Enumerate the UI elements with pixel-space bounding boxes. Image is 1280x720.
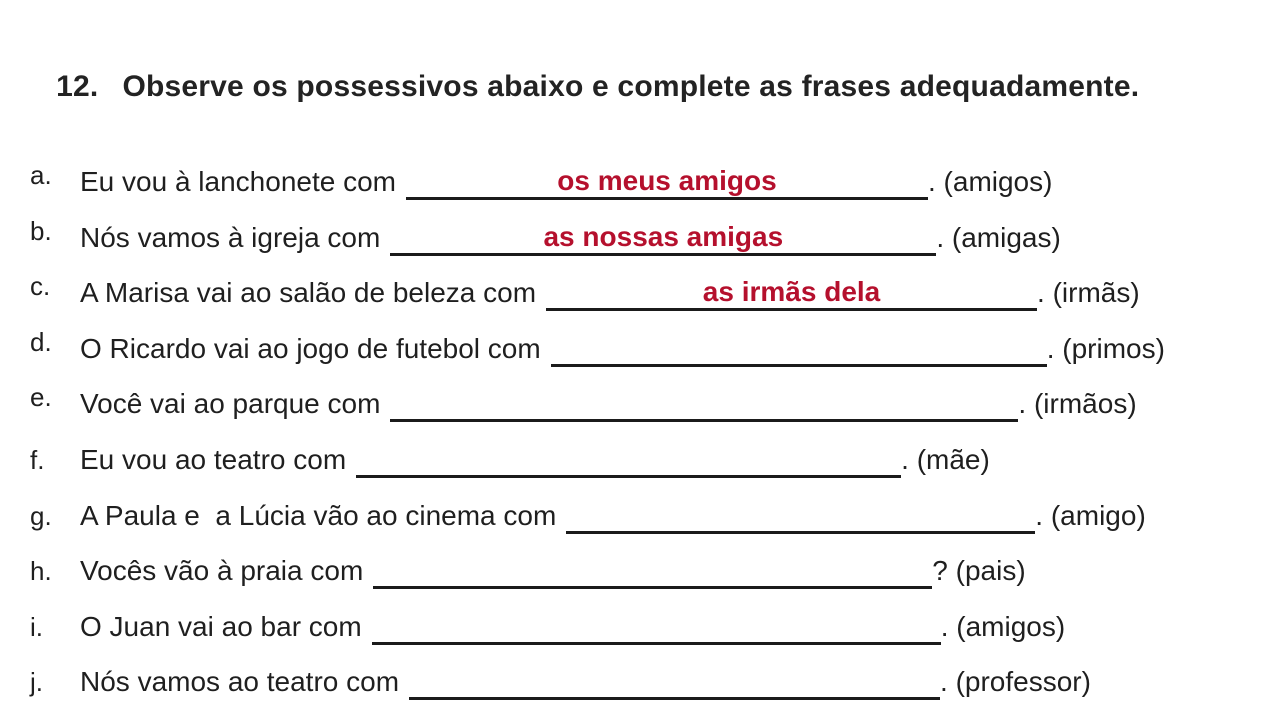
item-label: e.	[30, 382, 52, 413]
item-hint: . (amigos)	[927, 166, 1053, 197]
item-label: i.	[30, 611, 43, 642]
item-label: d.	[30, 326, 52, 357]
item-label: c.	[30, 271, 51, 302]
item-sentence: Eu vou à lanchonete com	[80, 166, 396, 197]
item-label: h.	[30, 556, 52, 587]
item-hint: . (irmãos)	[1018, 388, 1137, 420]
item-sentence: Vocês vão à praia com	[80, 555, 364, 587]
answer-blank	[372, 604, 941, 645]
exercise-item-j	[30, 654, 1280, 710]
item-sentence: A Paula e a Lúcia vão ao cinema com	[80, 499, 557, 531]
exercise-item-h	[30, 543, 1280, 599]
exercise-title: Observe os possessivos abaixo e complete as frases adequadamente.	[122, 70, 1140, 103]
exercise-item-f	[30, 432, 1280, 488]
answer-blank	[409, 659, 940, 700]
answer-blank	[551, 326, 1047, 367]
answer-text: as irmãs dela	[702, 276, 881, 308]
item-label: g.	[30, 500, 52, 531]
item-sentence: Você vai ao parque com	[80, 388, 381, 420]
answer-text: as nossas amigas	[543, 220, 784, 252]
item-sentence: Nós vamos ao teatro com	[80, 666, 400, 698]
exercise-number: 12.	[56, 70, 99, 103]
item-label: j.	[30, 667, 43, 698]
answer-blank	[406, 159, 928, 200]
item-hint: . (professor)	[940, 666, 1091, 698]
exercise-item-c	[30, 265, 1280, 321]
answer-text: os meus amigos	[557, 165, 777, 196]
exercise-item-list	[0, 154, 1280, 710]
item-hint: . (amigos)	[940, 610, 1066, 642]
exercise-item-e	[30, 376, 1280, 432]
exercise-item-g	[30, 488, 1280, 544]
item-sentence: O Ricardo vai ao jogo de futebol com	[80, 332, 541, 364]
item-hint: . (amigo)	[1035, 499, 1146, 531]
item-hint: ? (pais)	[932, 555, 1026, 587]
exercise-item-a	[30, 154, 1280, 210]
item-sentence: Nós vamos à igreja com	[80, 221, 381, 253]
item-label: b.	[30, 215, 52, 246]
answer-blank	[356, 437, 901, 478]
answer-blank	[390, 215, 936, 256]
item-hint: . (amigas)	[936, 221, 1061, 253]
answer-blank	[566, 493, 1035, 534]
item-sentence: Eu vou ao teatro com	[80, 443, 347, 475]
answer-blank	[546, 270, 1037, 311]
answer-blank	[390, 381, 1018, 422]
item-sentence: O Juan vai ao bar com	[80, 610, 362, 642]
exercise-item-d	[30, 321, 1280, 377]
item-sentence: A Marisa vai ao salão de beleza com	[80, 277, 537, 309]
item-label: a.	[30, 160, 52, 190]
item-label: f.	[30, 444, 45, 475]
exercise-item-i	[30, 599, 1280, 655]
item-hint: . (primos)	[1046, 332, 1165, 364]
exercise-title-row	[0, 0, 1280, 138]
exercise-item-b	[30, 210, 1280, 266]
answer-blank	[373, 548, 932, 589]
item-hint: . (irmãs)	[1037, 277, 1140, 309]
item-hint: . (mãe)	[901, 443, 990, 475]
